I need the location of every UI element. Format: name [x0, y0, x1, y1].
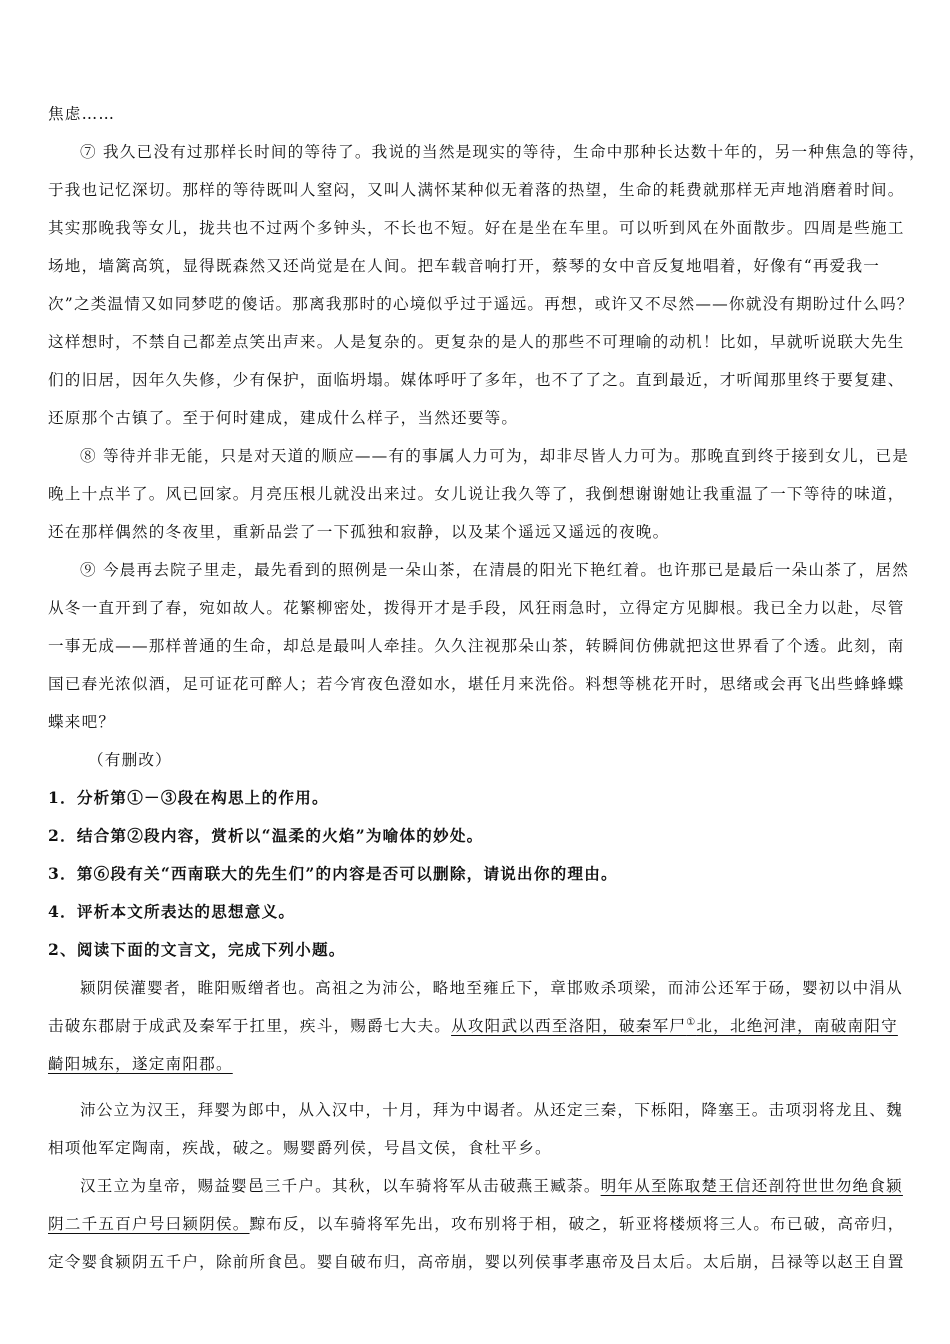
question-4: 4．评析本文所表达的思想意义。 — [48, 902, 296, 921]
classical-text-segment: 击破东郡尉于成武及秦军于扛里，疾斗，赐爵七大夫。 — [48, 1017, 452, 1035]
paragraph-7-line: 们的旧居，因年久失修，少有保护，面临坍塌。媒体呼吁了多年，也不了了之。直到最近，才听闻那里终于要复建、 — [48, 371, 905, 389]
paragraph-8-line: ⑧ 等待并非无能，只是对天道的顺应——有的事属人力可为，却非尽皆人力可为。那晚直到终于接到女儿，已是 — [80, 447, 910, 465]
classical-text-line — [80, 1176, 903, 1196]
text-line: 焦虑…… — [48, 105, 116, 123]
paragraph-7-line: 这样想时，不禁自己都差点笑出声来。人是复杂的。更复杂的是人的那些不可理喻的动机！比如，早就听说联大先生 — [48, 333, 905, 351]
classical-text-line: 沛公立为汉王，拜婴为郎中，从入汉中，十月，拜为中谒者。从还定三秦，下栎阳，降塞王。击项羽将龙且、魏 — [80, 1101, 903, 1119]
paragraph-7-line: 其实那晚我等女儿，拢共也不过两个多钟头，不长也不短。好在是坐在车里。可以听到风在外面散步。四周是些施工 — [48, 219, 905, 237]
classical-text-line — [48, 1016, 898, 1036]
classical-text-line: 相项他军定陶南，疾战，破之。赐婴爵列侯，号昌文侯，食杜平乡。 — [48, 1139, 552, 1157]
footnote-marker: ① — [686, 1016, 697, 1028]
paragraph-8-line: 晚上十点半了。风已回家。月亮压根儿就没出来过。女儿说让我久等了，我倒想谢谢她让我重温了一下等待的味道， — [48, 485, 905, 503]
classical-text-line — [48, 1214, 905, 1234]
paragraph-9-line: ⑨ 今晨再去院子里走，最先看到的照例是一朵山茶，在清晨的阳光下艳红着。也许那已是最后一朵山茶了，居然 — [80, 561, 910, 579]
classical-text-segment: 黥布反，以车骑将军先出，攻布别将于相，破之，斩亚将楼烦将三人。布已破，高帝归， — [249, 1215, 905, 1233]
underlined-sentence: 从攻阳武以西至洛阳，破秦军尸①北，北绝河津，南破南阳守 — [451, 1016, 898, 1035]
paragraph-8-line: 还在那样偶然的冬夜里，重新品尝了一下孤独和寂静，以及某个遥远又遥远的夜晚。 — [48, 523, 670, 541]
question-3: 3．第⑥段有关“西南联大的先生们”的内容是否可以删除，请说出你的理由。 — [48, 864, 618, 883]
underlined-sentence: 阴二千五百户号曰颍阴侯。 — [48, 1215, 250, 1233]
paragraph-9-line: 蝶来吧？ — [48, 713, 116, 731]
classical-text-segment: 汉王立为皇帝，赐益婴邑三千户。其秋，以车骑将军从击破燕王臧荼。 — [80, 1177, 601, 1195]
paragraph-9-line: 国已春光浓似酒，足可证花可醉人；若今宵夜色澄如水，堪任月来洗俗。料想等桃花开时，思绪或会再飞出些蜂蜂蝶 — [48, 675, 905, 693]
underlined-sentence: 齮阳城东，遂定南阳郡。 — [48, 1055, 233, 1073]
classical-text-line: 颍阴侯灌婴者，睢阳贩缯者也。高祖之为沛公，略地至雍丘下，章邯败杀项梁，而沛公还军于砀，婴初以中涓从 — [80, 979, 903, 997]
classical-text-line: 定令婴食颍阴五千户，除前所食邑。婴自破布归，高帝崩，婴以列侯事孝惠帝及吕太后。太后崩，吕禄等以赵王自置 — [48, 1253, 905, 1271]
paragraph-7-line: 场地，墙篱高筑，显得既森然又还尚觉是在人间。把车载音响打开，蔡琴的女中音反复地唱着，好像有“再爱我一 — [48, 257, 881, 275]
question-1: 1．分析第①－③段在构思上的作用。 — [48, 788, 329, 807]
paragraph-7-line: 还原那个古镇了。至于何时建成，建成什么样子，当然还要等。 — [48, 409, 519, 427]
section-2-heading: 2、阅读下面的文言文，完成下列小题。 — [48, 940, 346, 959]
paragraph-7-line: 于我也记忆深切。那样的等待既叫人窒闷，又叫人满怀某种似无着落的热望，生命的耗费就那样无声地消磨着时间。 — [48, 181, 905, 199]
paragraph-9-line: 一事无成——那样普通的生命，却总是最叫人牵挂。久久注视那朵山茶，转瞬间仿佛就把这世界看了个透。此刻，南 — [48, 637, 905, 655]
paragraph-9-line: 从冬一直开到了春，宛如故人。花繁柳密处，拨得开才是手段，风狂雨急时，立得定方见脚根。我已全力以赴，尽管 — [48, 599, 905, 617]
paragraph-7-line: ⑦ 我久已没有过那样长时间的等待了。我说的当然是现实的等待，生命中那种长达数十年的，另一种焦急的等待， — [80, 143, 926, 161]
underlined-sentence: 明年从至陈取楚王信还剖符世世勿绝食颍 — [600, 1177, 903, 1195]
paragraph-7-line: 次”之类温情又如同梦呓的傻话。那离我那时的心境似乎过于遥远。再想，或许又不尽然——你就没有期盼过什么吗？ — [48, 295, 914, 313]
question-2: 2．结合第②段内容，赏析以“温柔的火焰”为喻体的妙处。 — [48, 826, 484, 845]
source-note: （有删改） — [88, 751, 172, 769]
